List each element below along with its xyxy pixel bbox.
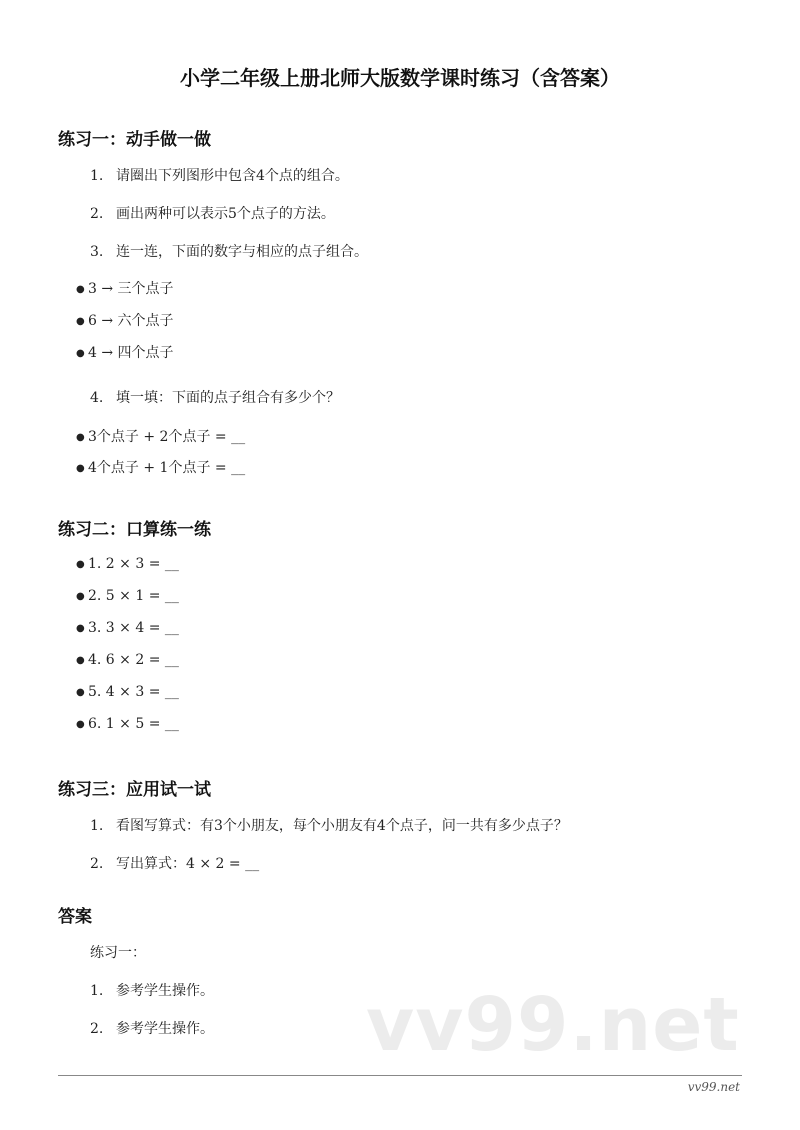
s1-item-1-num: 1. [90,168,104,184]
s1-item-3-text: 连一连，下面的数字与相应的点子组合。 [116,244,368,260]
s1-item-4-text: 填一填：下面的点子组合有多少个？ [116,390,340,406]
calc-text: 1. 2 × 3 = __ [88,556,179,572]
fill-text: 4个点子 + 1个点子 = __ [88,460,246,476]
bullet-icon: ● [76,284,85,295]
fill-item [76,426,245,446]
answer-item-1 [90,980,214,1000]
calc-item [76,620,179,636]
s3-item-1-text: 看图写算式：有3个小朋友，每个小朋友有4个点子，问一共有多少点子？ [116,818,568,834]
s3-item-1 [90,815,568,835]
match-item [76,342,174,362]
bullet-icon: ● [76,316,85,327]
s1-item-1 [90,165,349,185]
match-text: 3 → 三个点子 [88,281,174,297]
s3-item-2 [90,853,259,873]
s3-item-1-num: 1. [90,818,104,834]
bullet-icon: ● [76,463,85,474]
calc-item [76,588,179,604]
match-item [76,278,174,298]
s1-item-1-text: 请圈出下列图形中包含4个点的组合。 [116,168,349,184]
match-text: 4 → 四个点子 [88,345,174,361]
bullet-icon: ● [76,432,85,443]
bullet-icon: ● [76,655,85,666]
s1-item-2 [90,203,335,223]
s1-item-3-num: 3. [90,244,104,260]
answer-item-2 [90,1018,214,1038]
calc-item [76,716,179,732]
bullet-icon: ● [76,719,85,730]
match-item [76,310,174,330]
calc-item [76,556,179,572]
answers-subheading: 练习一： [90,945,146,961]
calc-text: 2. 5 × 1 = __ [88,588,179,604]
answers-heading: 答案 [58,907,92,927]
fill-item [76,457,245,477]
answer-item-2-num: 2. [90,1021,104,1037]
answer-item-1-text: 参考学生操作。 [116,983,214,999]
answer-item-2-text: 参考学生操作。 [116,1021,214,1037]
bullet-icon: ● [76,559,85,570]
watermark: vv99.net [366,982,740,1068]
calc-text: 4. 6 × 2 = __ [88,652,179,668]
bullet-icon: ● [76,623,85,634]
s1-item-4-num: 4. [90,390,104,406]
calc-item [76,684,179,700]
calc-text: 5. 4 × 3 = __ [88,684,179,700]
match-text: 6 → 六个点子 [88,313,174,329]
s3-item-2-text: 写出算式：4 × 2 = __ [116,856,260,872]
s3-item-2-num: 2. [90,856,104,872]
calc-text: 3. 3 × 4 = __ [88,620,179,636]
section3-heading: 练习三：应用试一试 [58,780,211,800]
page-title: 小学二年级上册北师大版数学课时练习（含答案） [180,66,620,90]
footer-source: vv99.net [687,1080,740,1094]
fill-text: 3个点子 + 2个点子 = __ [88,429,246,445]
s1-item-3 [90,241,368,261]
answer-item-1-num: 1. [90,983,104,999]
s1-item-4 [90,387,340,407]
bullet-icon: ● [76,687,85,698]
section2-heading: 练习二：口算练一练 [58,520,211,540]
s1-item-2-text: 画出两种可以表示5个点子的方法。 [116,206,335,222]
footer-divider [58,1075,742,1076]
calc-text: 6. 1 × 5 = __ [88,716,179,732]
s1-item-2-num: 2. [90,206,104,222]
section1-heading: 练习一：动手做一做 [58,130,211,150]
calc-item [76,652,179,668]
bullet-icon: ● [76,348,85,359]
bullet-icon: ● [76,591,85,602]
